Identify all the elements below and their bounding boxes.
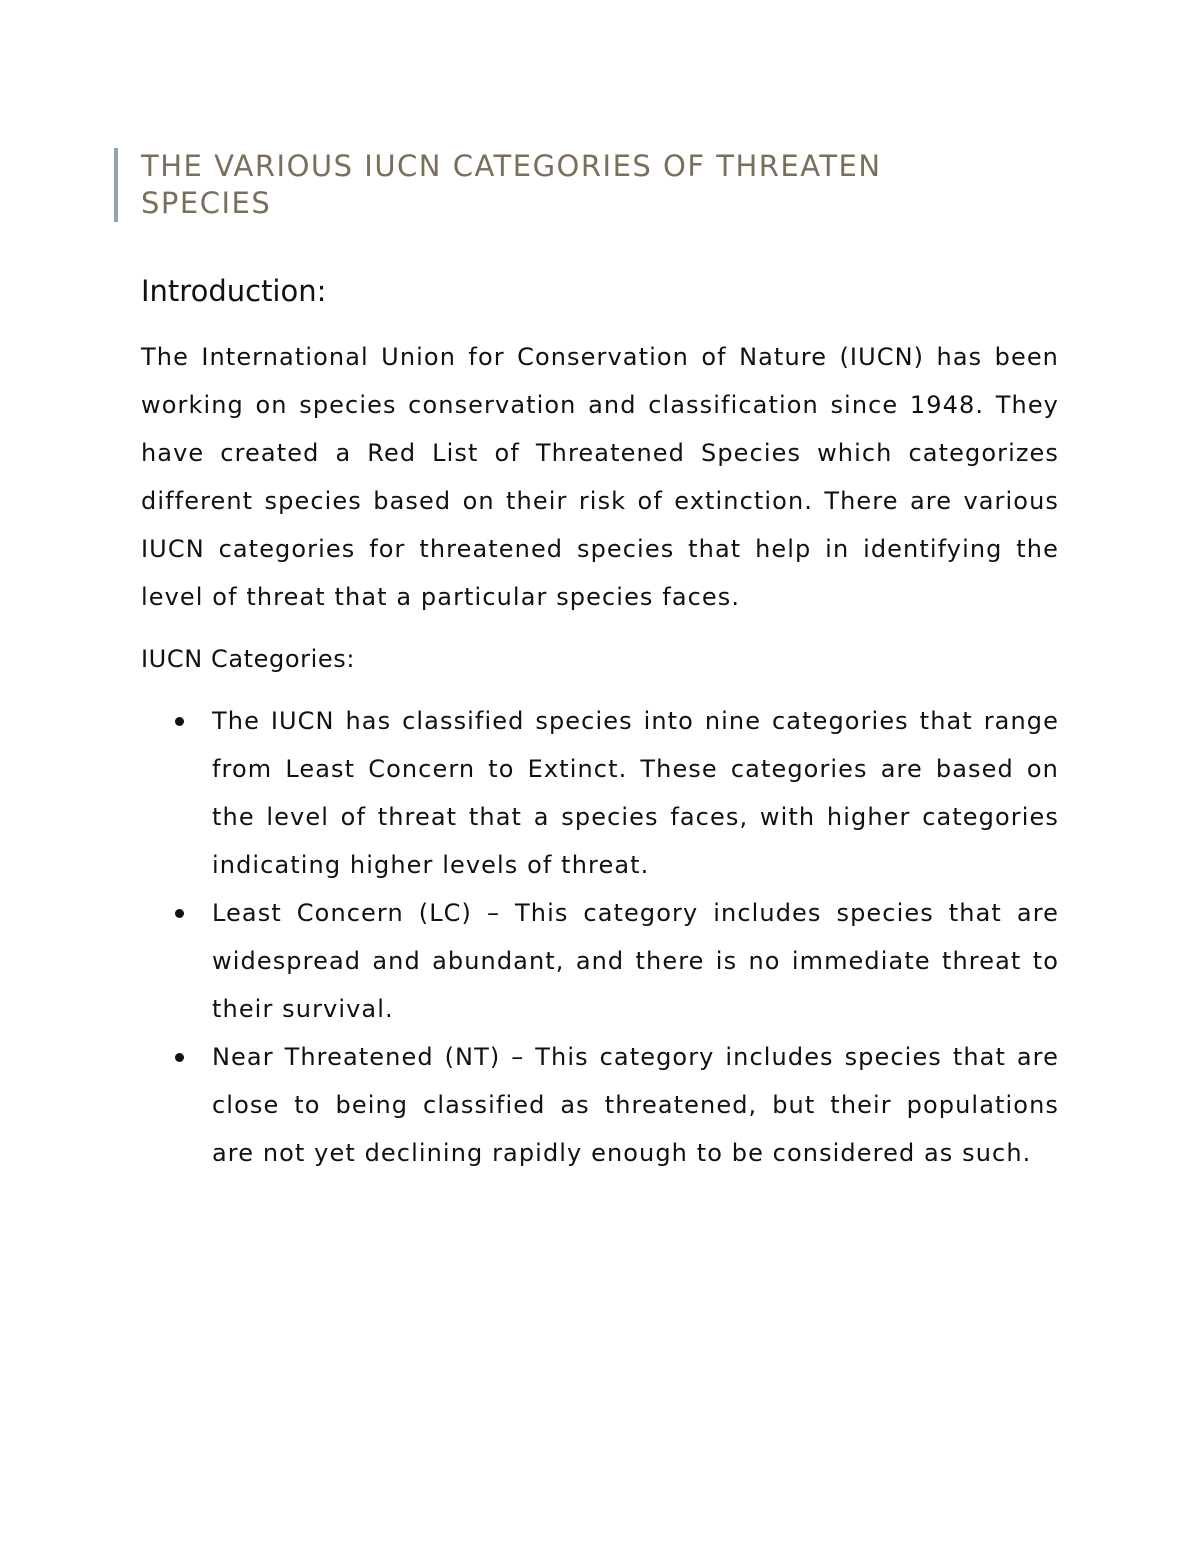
list-item-text: The IUCN has classified species into nine categories that range from Least Concern to Extinct. These categories are based on the level of threat that a species faces, with higher categories indicating higher levels of threat. bbox=[212, 707, 1059, 879]
bullet-icon bbox=[175, 909, 184, 918]
document-title: THE VARIOUS IUCN CATEGORIES OF THREATEN SPECIES bbox=[141, 149, 882, 220]
title-block bbox=[114, 148, 961, 222]
list-item-text: Near Threatened (NT) – This category includes species that are close to being classified as threatened, but their populations are not yet declining rapidly enough to be considered as such. bbox=[212, 1043, 1059, 1167]
bullet-icon bbox=[175, 1053, 184, 1062]
list-item bbox=[141, 889, 1059, 1033]
list-item bbox=[141, 697, 1059, 889]
categories-list bbox=[141, 697, 1059, 1177]
categories-heading: IUCN Categories: bbox=[141, 645, 356, 673]
list-item-text: Least Concern (LC) – This category includes species that are widespread and abundant, and there is no immediate threat to their survival. bbox=[212, 899, 1059, 1023]
introduction-paragraph: The International Union for Conservation of Nature (IUCN) has been working on species conservation and classification since 1948. They have created a Red List of Threatened Species which categorizes different species based on their risk of extinction. There are various IUCN categories for threatened species that help in identifying the level of threat that a particular species faces. bbox=[141, 343, 1059, 611]
introduction-heading: Introduction: bbox=[141, 274, 327, 308]
document-body bbox=[141, 271, 1059, 1177]
list-item bbox=[141, 1033, 1059, 1177]
bullet-icon bbox=[175, 717, 184, 726]
